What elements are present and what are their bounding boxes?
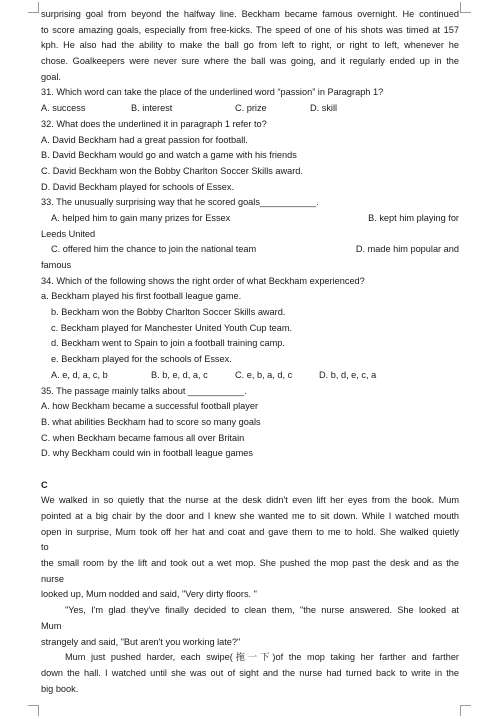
passage-line: "Yes, I'm glad they've finally decided to clean them, "the nurse answered. She looked at	[65, 605, 459, 616]
passage-line: goal.	[41, 71, 61, 82]
blank-line	[41, 462, 459, 478]
passage-line: looked up, Mum nodded and said, "Very dirty floors. "	[41, 589, 257, 600]
option-a: A. helped him to gain many prizes for Essex	[51, 212, 231, 223]
corner-mark-top-left	[28, 2, 39, 13]
passage-line: We walked in so quietly that the nurse at the desk didn't even lift her eyes from the book. Mum	[41, 495, 459, 506]
question-35-option-a: A. how Beckham became a successful football player	[41, 401, 259, 412]
question-32-option-a: A. David Beckham had a great passion for football.	[41, 134, 248, 145]
option-c: C. e, b, a, d, c	[235, 369, 293, 380]
question-32-option-d: D. David Beckham played for schools of Essex.	[41, 181, 235, 192]
passage-line: the small room by the lift and took out a wet mop. She pushed the mop past the desk and as the	[41, 558, 459, 569]
passage-line: Mum just pushed harder, each swipe(拖一下)of the mop taking her farther and farther	[65, 652, 459, 663]
question-32-option-b: B. David Beckham would go and watch a game with his friends	[41, 150, 297, 161]
passage-line: down the hall. I watched until she was out of sight and the nurse had turned back to write in the	[41, 667, 459, 678]
option-c: C. prize	[235, 103, 267, 114]
question-33-stem: 33. The unusually surprising way that he scored goals___________.	[41, 197, 319, 208]
option-b: B. kept him playing for	[368, 212, 459, 223]
question-33-row-cd	[41, 242, 459, 258]
corner-mark-top-right	[460, 2, 471, 13]
passage-line: open in surprise, Mum took off her hat and coat and gave them to me to hold. She walked quietly	[41, 526, 459, 537]
passage-line: pointed at a big chair by the door and I knew she wanted me to sit down. While I watched mouth	[41, 511, 459, 521]
event-d: d. Beckham went to Spain to join a football training camp.	[51, 338, 285, 349]
option-d: D. made him popular and	[355, 244, 459, 255]
corner-mark-bottom-left	[28, 705, 39, 716]
option-d: D. skill	[310, 103, 338, 114]
passage-line: chose. Goalkeepers were never sure where the ball was going, and it regularly ended up in the	[41, 56, 459, 67]
option-a: A. success	[41, 103, 86, 114]
document-body	[41, 7, 459, 697]
corner-mark-bottom-right	[460, 705, 471, 716]
option-c: C. offered him the chance to join the national team	[51, 244, 257, 255]
passage-line: kph. He also had the ability to make the ball go from left to right, or right to left, whenever he	[41, 40, 459, 51]
question-32-stem: 32. What does the underlined it in paragraph 1 refer to?	[41, 118, 267, 129]
passage-line: to score amazing goals, especially from free-kicks. The speed of one of his shots was timed at 157	[41, 24, 459, 35]
option-d: D. b, d, e, c, a	[319, 369, 377, 380]
section-heading: C	[41, 479, 48, 490]
event-b: b. Beckham won the Bobby Charlton Soccer Skills award.	[51, 307, 286, 318]
option-b-continued: Leeds United	[41, 228, 96, 239]
question-35-option-c: C. when Beckham became famous all over Britain	[41, 432, 245, 443]
question-33-row-ab	[41, 211, 459, 227]
question-31-stem: 31. Which word can take the place of the underlined word “passion” in Paragraph 1?	[41, 87, 384, 98]
event-e: e. Beckham played for the schools of Essex.	[51, 354, 232, 365]
passage-line: surprising goal from beyond the halfway line. Beckham became famous overnight. He continued	[41, 9, 459, 19]
option-b: B. b, e, d, a, c	[151, 369, 208, 380]
option-b: B. interest	[131, 103, 173, 114]
option-d-continued: famous	[41, 260, 72, 270]
question-35-option-d: D. why Beckham could win in football league games	[41, 448, 253, 459]
question-35-stem: 35. The passage mainly talks about ___________.	[41, 385, 247, 396]
event-c: c. Beckham played for Manchester United Youth Cup team.	[51, 322, 293, 333]
option-a: A. e, d, a, c, b	[51, 369, 108, 380]
question-34-stem: 34. Which of the following shows the right order of what Beckham experienced?	[41, 275, 365, 286]
event-a: a. Beckham played his first football league game.	[41, 291, 242, 302]
question-32-option-c: C. David Beckham won the Bobby Charlton Soccer Skills award.	[41, 165, 303, 176]
question-31-options	[41, 101, 459, 117]
passage-line: big book.	[41, 683, 79, 694]
passage-line: Mum	[41, 620, 62, 631]
passage-line: to	[41, 542, 49, 553]
passage-line: strangely and said, "But aren't you working late?"	[41, 636, 241, 647]
question-35-option-b: B. what abilities Beckham had to score so many goals	[41, 416, 261, 427]
passage-line: nurse	[41, 573, 64, 584]
question-34-options	[41, 368, 459, 384]
